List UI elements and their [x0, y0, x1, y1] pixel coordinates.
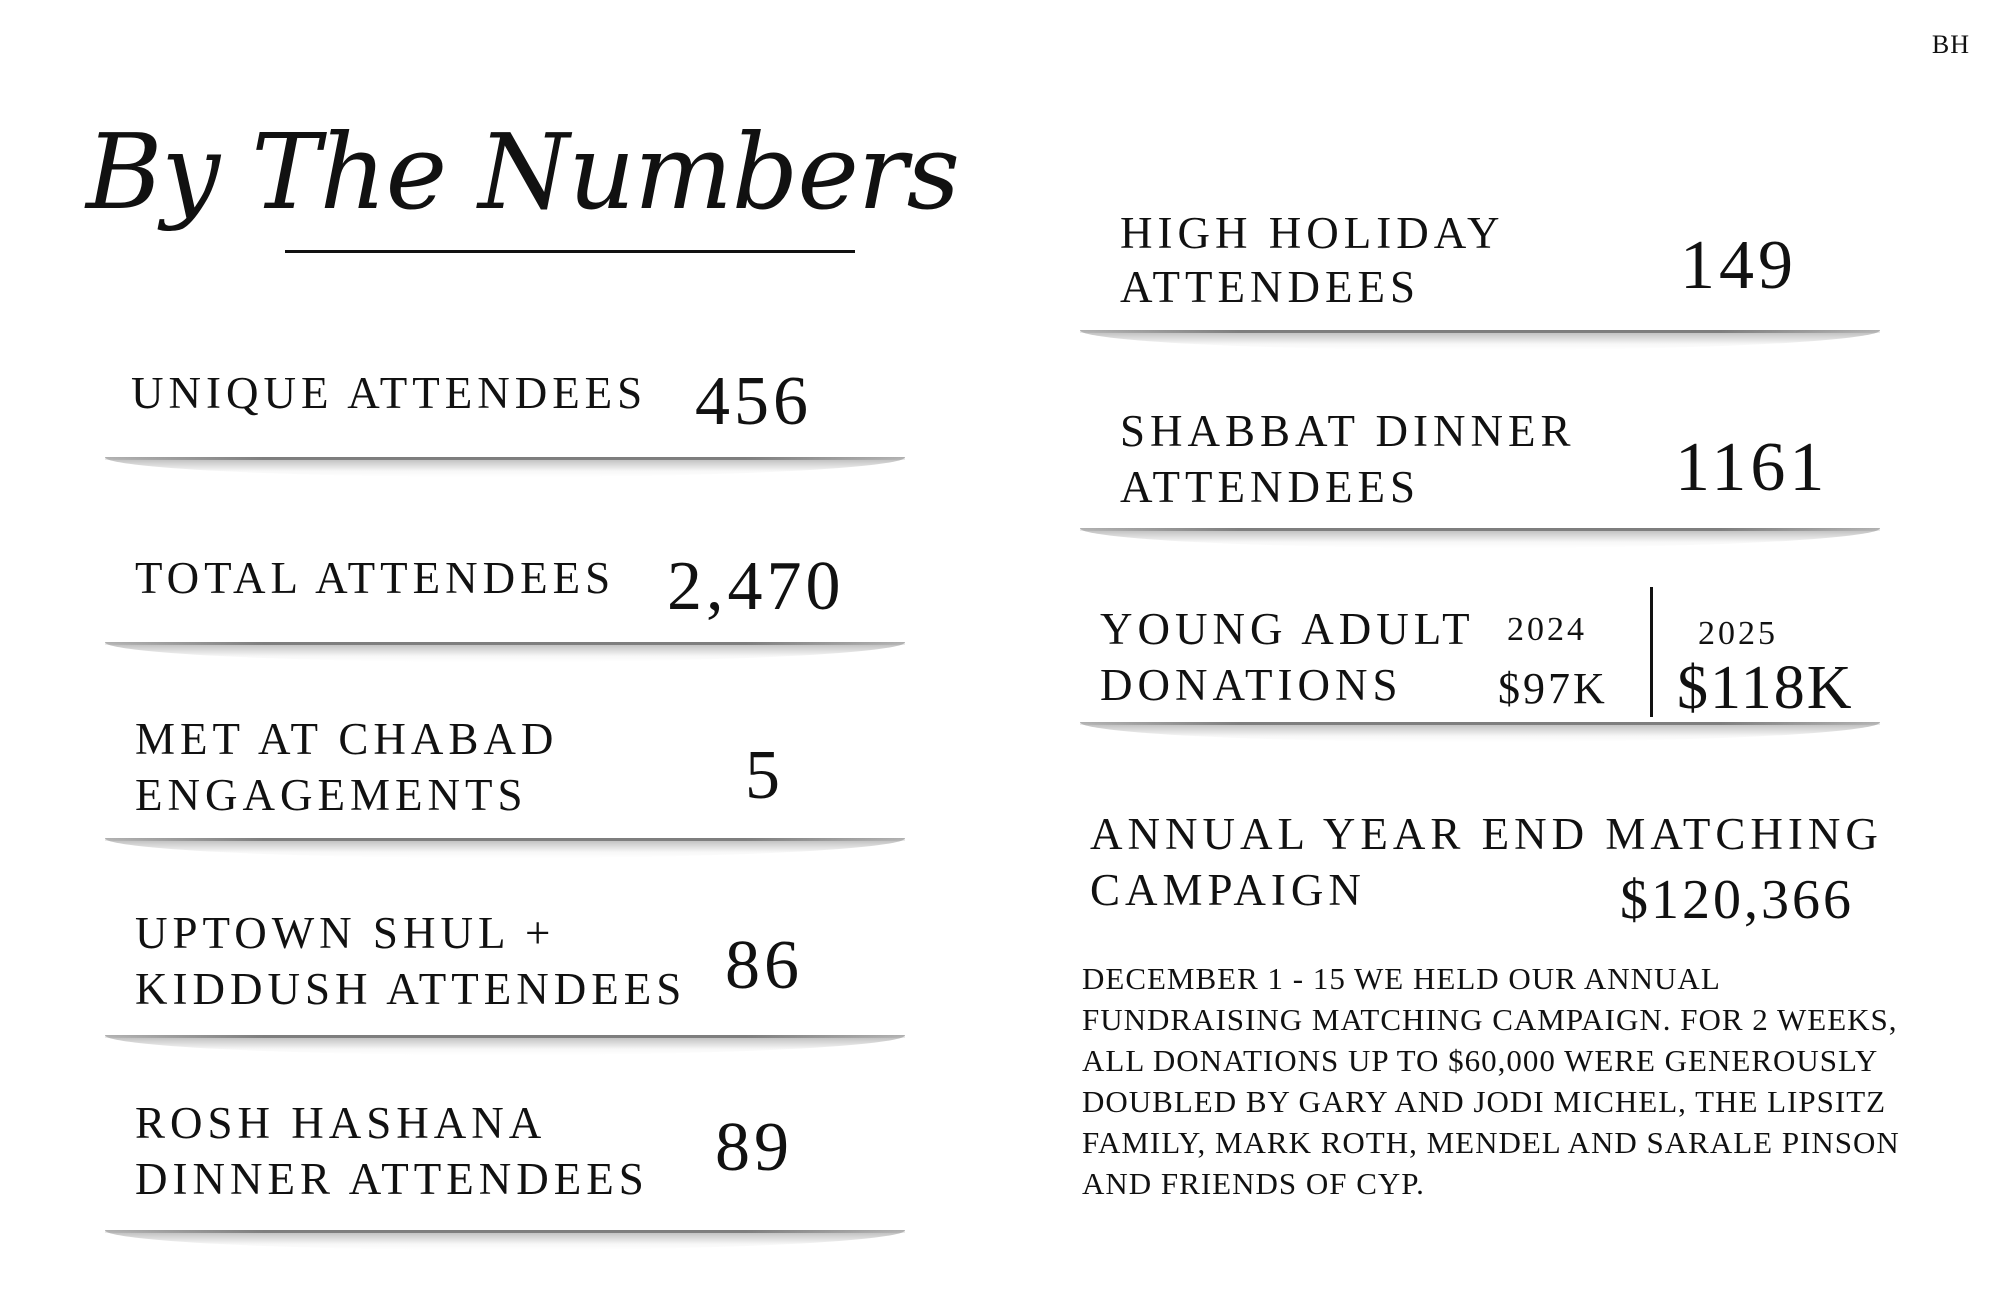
- campaign-amount: $120,366: [1620, 869, 1854, 931]
- stat-value: 149: [1680, 227, 1797, 304]
- stat-card-shabbat-dinner: [1080, 393, 1880, 548]
- donations-2025-value: $118K: [1677, 654, 1854, 722]
- stat-card-uptown-shul: [105, 895, 905, 1055]
- stat-label: ENGAGEMENTS: [135, 770, 528, 820]
- stat-value: 86: [725, 927, 803, 1004]
- stat-label: YOUNG ADULT: [1100, 604, 1475, 654]
- stat-card-rosh-hashana: [105, 1085, 905, 1250]
- stat-label: KIDDUSH ATTENDEES: [135, 964, 687, 1014]
- card-shadow: [105, 838, 905, 858]
- stat-value: 2,470: [667, 548, 845, 625]
- campaign-label-line-1: ANNUAL YEAR END MATCHING: [1090, 809, 1883, 859]
- stat-value: 456: [695, 363, 812, 440]
- stat-label: DINNER ATTENDEES: [135, 1154, 649, 1204]
- stat-value: 5: [745, 737, 784, 814]
- year-2025-label: 2025: [1698, 615, 1778, 652]
- stat-label: TOTAL ATTENDEES: [135, 553, 616, 603]
- card-shadow: [105, 1035, 905, 1055]
- year-2024-label: 2024: [1507, 611, 1587, 648]
- card-shadow: [1080, 528, 1880, 548]
- corner-mark: BH: [1931, 30, 1970, 59]
- stat-label: ATTENDEES: [1120, 462, 1420, 512]
- stat-label: MET AT CHABAD: [135, 714, 559, 764]
- card-shadow: [1080, 722, 1880, 742]
- donations-2024-value: $97K: [1498, 664, 1608, 713]
- campaign-description: DECEMBER 1 - 15 WE HELD OUR ANNUAL FUNDRAISING MATCHING CAMPAIGN. FOR 2 WEEKS, ALL DONATIONS UP TO $60,000 WERE GENEROUSLY DOUBLED BY GARY AND JODI MICHEL, THE LIPSITZ FAMILY, MARK ROTH, MENDEL AND SARALE PINSON AND FRIENDS OF CYP.: [1082, 961, 1900, 1201]
- card-shadow: [105, 457, 905, 477]
- stat-label: UPTOWN SHUL +: [135, 908, 556, 958]
- year-divider: [1650, 587, 1653, 717]
- stat-label: DONATIONS: [1100, 660, 1403, 710]
- stat-label: ROSH HASHANA: [135, 1098, 547, 1148]
- stat-card-unique-attendees: [105, 337, 905, 477]
- stat-card-total-attendees: [105, 522, 905, 662]
- title-underline: [285, 250, 855, 253]
- stat-card-young-adult-donations: [1080, 585, 1880, 742]
- stat-label: SHABBAT DINNER: [1120, 406, 1576, 456]
- card-shadow: [105, 642, 905, 662]
- stat-label: HIGH HOLIDAY: [1120, 208, 1505, 258]
- stat-label: UNIQUE ATTENDEES: [131, 368, 648, 418]
- stat-value: 1161: [1675, 429, 1829, 506]
- card-shadow: [105, 1230, 905, 1250]
- campaign-label-line-2: CAMPAIGN: [1090, 865, 1366, 915]
- stat-card-high-holiday: [1080, 195, 1880, 350]
- page-title: By The Numbers: [86, 111, 959, 233]
- stat-card-met-at-chabad: [105, 703, 905, 858]
- stat-value: 89: [715, 1109, 793, 1186]
- card-shadow: [1080, 330, 1880, 350]
- stat-label: ATTENDEES: [1120, 262, 1420, 312]
